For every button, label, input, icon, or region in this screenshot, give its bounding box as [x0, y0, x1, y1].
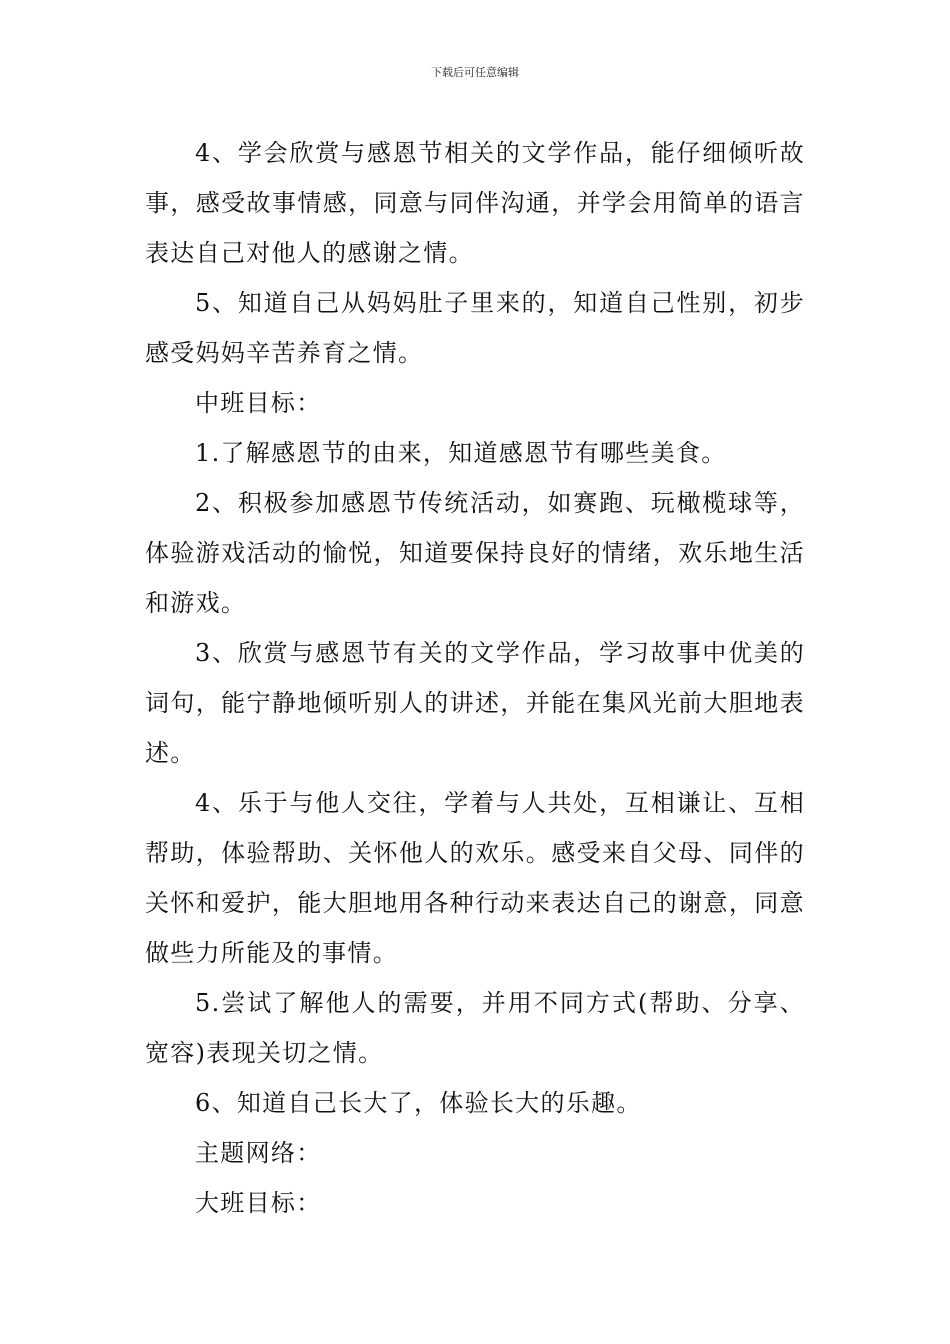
paragraph: 5、知道自己从妈妈肚子里来的，知道自己性别，初步感受妈妈辛苦养育之情。 — [145, 289, 805, 367]
section-heading: 中班目标： — [195, 389, 322, 417]
paragraph: 6、知道自己长大了，体验长大的乐趣。 — [195, 1089, 642, 1117]
paragraph: 4、乐于与他人交往，学着与人共处，互相谦让、互相帮助，体验帮助、关怀他人的欢乐。感受来自父母、同伴的关怀和爱护，能大胆地用各种行动来表达自己的谢意，同意做些力所能及的事情。 — [145, 789, 805, 967]
document-body — [145, 128, 805, 1228]
paragraph: 2、积极参加感恩节传统活动，如赛跑、玩橄榄球等，体验游戏活动的愉悦，知道要保持良好的情绪，欢乐地生活和游戏。 — [145, 489, 805, 617]
paragraph: 5.尝试了解他人的需要，并用不同方式(帮助、分享、宽容)表现关切之情。 — [145, 989, 805, 1067]
paragraph: 1.了解感恩节的由来，知道感恩节有哪些美食。 — [195, 439, 727, 467]
section-heading: 大班目标： — [195, 1189, 322, 1217]
page-header: 下载后可任意编辑 — [431, 66, 519, 79]
section-heading: 主题网络： — [195, 1139, 322, 1167]
paragraph: 4、学会欣赏与感恩节相关的文学作品，能仔细倾听故事，感受故事情感，同意与同伴沟通，并学会用简单的语言表达自己对他人的感谢之情。 — [145, 139, 805, 267]
paragraph: 3、欣赏与感恩节有关的文学作品，学习故事中优美的词句，能宁静地倾听别人的讲述，并能在集风光前大胆地表述。 — [145, 639, 805, 767]
